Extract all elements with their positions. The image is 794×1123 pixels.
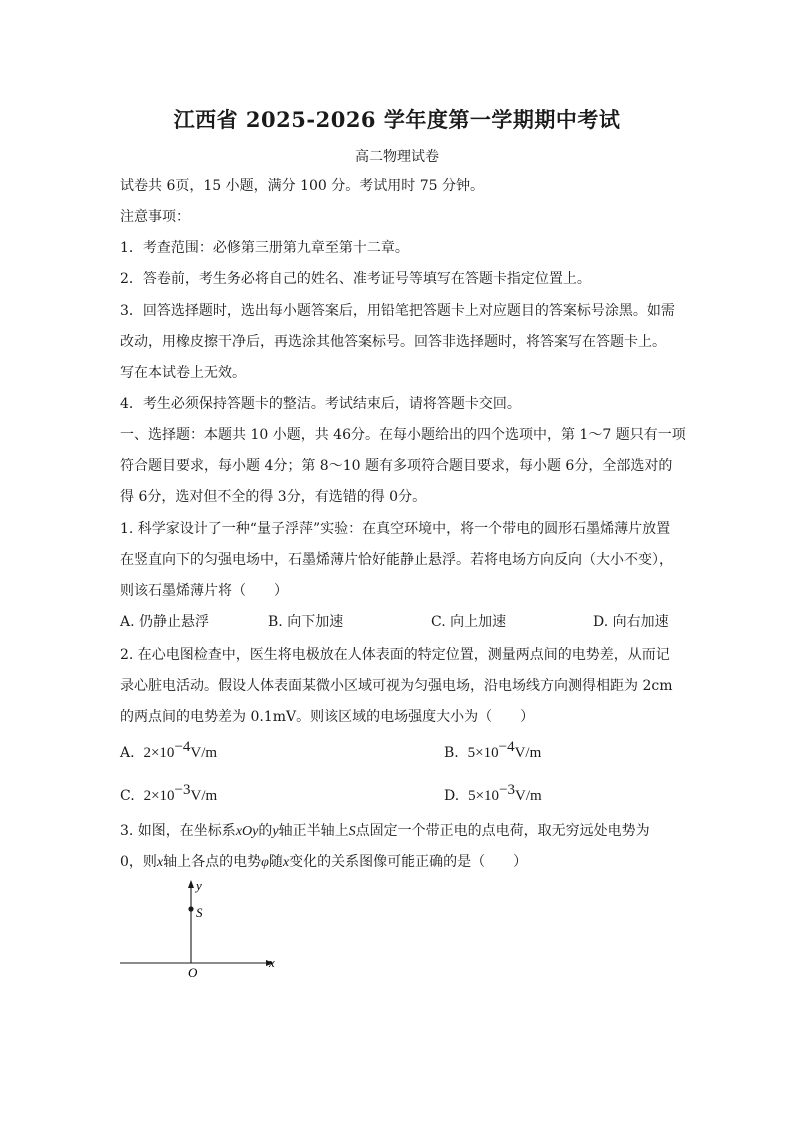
- question-2-line-2: 录心脏电活动。假设人体表面某微小区域可视为匀强电场，沿电场线方向测得相距为 2cm: [120, 678, 673, 694]
- option-coefficient: 5×10: [468, 788, 500, 804]
- option-unit: V/m: [190, 788, 218, 804]
- option-unit: V/m: [514, 745, 542, 761]
- text-segment: 3. 如图，在坐标系: [120, 823, 236, 839]
- math-symbol: x: [282, 855, 290, 870]
- x-axis-label: x: [269, 955, 275, 970]
- origin-label: O: [188, 965, 198, 980]
- option-unit: V/m: [190, 745, 218, 761]
- notes-heading: 注意事项：: [120, 209, 190, 225]
- option-unit: V/m: [515, 788, 542, 804]
- question-1-line-3: 则该石墨烯薄片将（ ）: [120, 583, 288, 599]
- option-exponent: −4: [174, 739, 191, 755]
- question-2-option-a: [120, 739, 218, 762]
- question-1-option-a: A. 仍静止悬浮: [120, 614, 210, 630]
- option-letter: C.: [120, 788, 135, 804]
- math-symbol: S: [348, 824, 356, 839]
- point-charge-s: [188, 906, 193, 911]
- question-3-line-1: [120, 822, 650, 841]
- note-item-4: 4．考生必须保持答题卡的整洁。考试结束后，请将答题卡交回。: [120, 396, 521, 412]
- option-coefficient: 2×10: [143, 788, 175, 804]
- text-segment: 点固定一个带正电的点电荷，取无穷远处电势为: [355, 823, 650, 839]
- intro-text: 试卷共 6页，15 小题，满分 100 分。考试用时 75 分钟。: [120, 178, 484, 194]
- option-exponent: −3: [499, 782, 516, 798]
- option-exponent: −3: [174, 782, 191, 798]
- question-1-option-b: B. 向下加速: [268, 614, 344, 630]
- note-item-3-line-2: 改动，用橡皮擦干净后，再选涂其他答案标号。回答非选择题时，将答案写在答题卡上。: [120, 334, 666, 350]
- y-axis-label: y: [196, 878, 202, 893]
- text-segment: 轴正半轴上: [278, 823, 349, 839]
- text-segment: 0，则: [120, 854, 157, 870]
- option-exponent: −4: [498, 739, 515, 755]
- note-item-2: 2．答卷前，考生务必将自己的姓名、准考证号等填写在答题卡指定位置上。: [120, 271, 591, 287]
- text-segment: 轴上各点的电势: [163, 854, 262, 870]
- option-letter: B.: [444, 745, 459, 761]
- question-1-line-1: 1. 科学家设计了一种“量子浮萍”实验：在真空环境中，将一个带电的圆形石墨烯薄片放置: [120, 521, 671, 537]
- text-segment: 的: [258, 823, 273, 839]
- page-subtitle: 高二物理试卷: [355, 149, 439, 165]
- question-2-option-b: [444, 739, 542, 762]
- page-title: 江西省 2025-2026 学年度第一学期期中考试: [173, 107, 621, 132]
- note-item-1: 1．考查范围：必修第三册第九章至第十二章。: [120, 240, 409, 256]
- question-1-option-d: D. 向右加速: [593, 614, 669, 630]
- note-item-3-line-3: 写在本试卷上无效。: [120, 365, 246, 381]
- note-item-3-line-1: 3．回答选择题时，选出每小题答案后，用铅笔把答题卡上对应题目的答案标号涂黑。如需: [120, 303, 675, 319]
- question-2-line-3: 的两点间的电势差为 0.1mV。则该区域的电场强度大小为（ ）: [120, 709, 535, 725]
- math-symbol: xOy: [235, 824, 259, 839]
- math-symbol: φ: [261, 855, 269, 870]
- point-s-label: S: [196, 905, 203, 920]
- option-letter: A.: [120, 745, 135, 761]
- question-1-option-c: C. 向上加速: [431, 614, 507, 630]
- question-2-option-c: [120, 782, 218, 805]
- math-symbol: y: [272, 824, 279, 839]
- option-coefficient: 2×10: [143, 745, 175, 761]
- question-2-line-1: 2. 在心电图检查中，医生将电极放在人体表面的特定位置，测量两点间的电势差，从而记: [120, 647, 670, 663]
- question-1-line-2: 在竖直向下的匀强电场中，石墨烯薄片恰好能静止悬浮。若将电场方向反向（大小不变），: [120, 552, 673, 568]
- option-letter: D.: [444, 788, 460, 804]
- text-segment: 随: [268, 854, 283, 870]
- section-1-instructions-line-3: 得 6分，选对但不全的得 3分，有选错的得 0分。: [120, 489, 427, 505]
- math-symbol: x: [156, 855, 164, 870]
- section-1-instructions-line-1: 一、选择题：本题共 10 小题，共 46分。在每小题给出的四个选项中，第 1～7 题只有一项: [120, 427, 686, 443]
- option-coefficient: 5×10: [467, 745, 499, 761]
- question-2-option-d: [444, 782, 542, 805]
- section-1-instructions-line-2: 符合题目要求，每小题 4分；第 8～10 题有多项符合题目要求，每小题 6分，全部选对的: [120, 458, 673, 474]
- y-axis-arrow-icon: [188, 880, 194, 888]
- text-segment: 变化的关系图像可能正确的是（ ）: [289, 854, 528, 870]
- question-3-coordinate-figure: [110, 870, 290, 985]
